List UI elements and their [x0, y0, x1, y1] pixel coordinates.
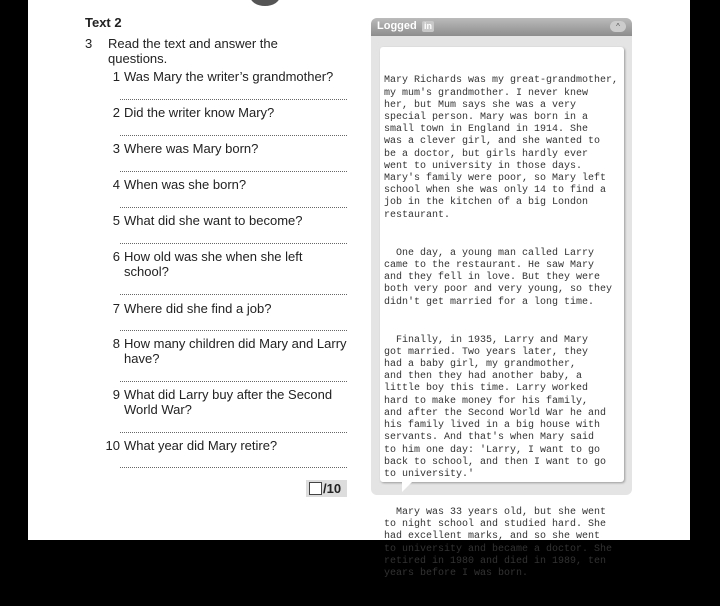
question — [98, 105, 358, 120]
answer-line[interactable] — [120, 171, 347, 172]
question-text: What did she want to become? — [124, 213, 303, 228]
exercise-instruction: Read the text and answer the questions. — [108, 36, 278, 66]
question-number: 2 — [112, 105, 120, 120]
question — [98, 438, 358, 453]
paragraph: Mary Richards was my great-grandmother, my mum's grandmother. I never knew her, but Mum says she was a very special person. Mary was born in a small town in England in 1914. She was a clever girl, and she wanted to be a doctor, but girls hardly ever went to university in those days. Mary's family were poor, so Mary left school when she was only 14 to find a job in the kitchen of a big London restaurant. — [384, 75, 619, 221]
question-number: 8 — [112, 336, 120, 351]
question-number: 7 — [112, 301, 120, 316]
paragraph: Mary was 33 years old, but she went to night school and studied hard. She had excellent marks, and so she went to university and became a doctor. She retired in 1980 and died in 1989, ten years before I was born. — [384, 507, 613, 580]
worksheet-page — [28, 0, 690, 580]
question-number: 3 — [112, 141, 120, 156]
score-input[interactable] — [309, 482, 322, 495]
panel-header-label: Logged — [377, 20, 417, 32]
question — [98, 336, 358, 366]
question-number: 9 — [112, 387, 120, 402]
reading-text — [384, 51, 618, 606]
question — [98, 213, 358, 228]
answer-line[interactable] — [120, 381, 347, 382]
question-number: 10 — [105, 438, 120, 453]
question-number: 6 — [112, 249, 120, 264]
question-number: 4 — [112, 177, 120, 192]
answer-line[interactable] — [120, 207, 347, 208]
question-text: What did Larry buy after the Second World War? — [124, 387, 333, 417]
question — [98, 141, 358, 156]
answer-line[interactable] — [120, 294, 347, 295]
score-box — [306, 480, 347, 497]
question-text: Where was Mary born? — [124, 141, 259, 156]
question-text: Was Mary the writer’s grandmother? — [124, 69, 334, 84]
question-text: When was she born? — [124, 177, 247, 192]
question-text: How old was she when she left school? — [124, 249, 303, 279]
section-title: Text 2 — [85, 15, 122, 30]
paragraph: One day, a young man called Larry came to the restaurant. He saw Mary and they fell in love. But they were both very poor and very young, so they didn't get married for a long time. — [384, 247, 613, 308]
exercise-number: 3 — [85, 36, 93, 51]
answer-line[interactable] — [120, 243, 347, 244]
question — [98, 301, 358, 316]
question-text: How many children did Mary and Larry have? — [124, 336, 347, 366]
score-total: /10 — [323, 481, 342, 496]
panel-badge: in — [424, 21, 432, 31]
answer-line[interactable] — [120, 330, 347, 331]
question-text: Where did she find a job? — [124, 301, 272, 316]
question — [98, 177, 358, 192]
question-number: 5 — [112, 213, 120, 228]
collapse-icon[interactable]: ^ — [610, 21, 626, 32]
question-number: 1 — [112, 69, 120, 84]
panel-header — [371, 18, 632, 36]
text-panel — [371, 18, 632, 580]
question — [98, 387, 358, 417]
question-text: Did the writer know Mary? — [124, 105, 275, 120]
paragraph: Finally, in 1935, Larry and Mary got married. Two years later, they had a baby girl, my grandmother, and then they had another baby, a little boy this time. Larry worked hard to make money for his family, and after the Second World War he and his family lived in a big house with servants. And that's when Mary said to him one day: 'Larry, I want to go back to school, and then I want to go to university.' — [384, 334, 607, 480]
speech-bubble — [380, 47, 624, 580]
question — [98, 249, 358, 279]
answer-line[interactable] — [120, 432, 347, 433]
decorative-knob — [250, 0, 280, 6]
answer-line[interactable] — [120, 135, 347, 136]
question — [98, 69, 358, 84]
answer-line[interactable] — [120, 467, 347, 468]
question-text: What year did Mary retire? — [124, 438, 278, 453]
answer-line[interactable] — [120, 99, 347, 100]
